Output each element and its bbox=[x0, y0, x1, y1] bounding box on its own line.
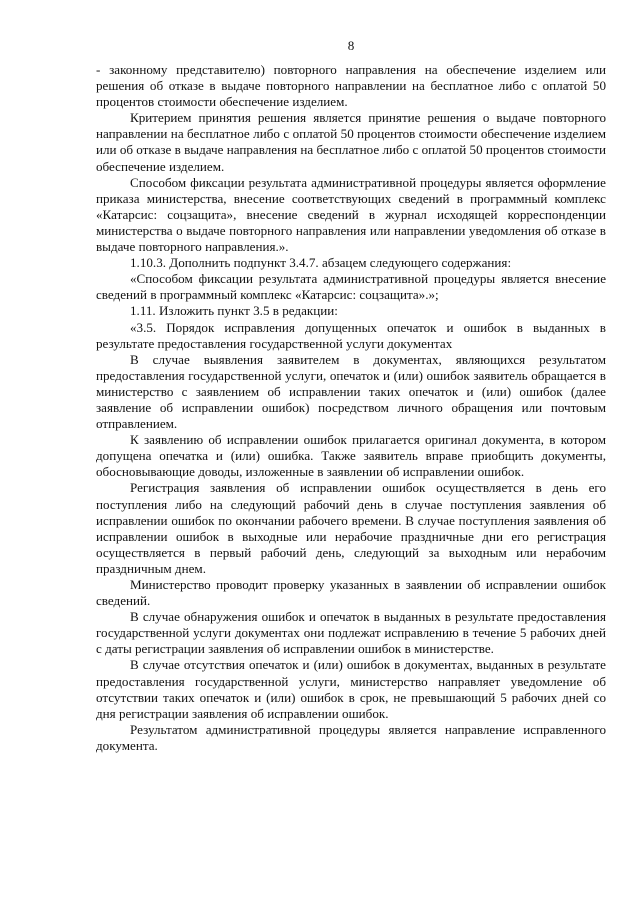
paragraph-quoted-addition: «Способом фиксации результата административной процедуры является внесение сведений в программный комплекс «Катарсис: соцзащита».»; bbox=[96, 271, 606, 303]
paragraph-no-errors-notice: В случае отсутствия опечаток и (или) ошибок в документах, выданных в результате предоставления государственной услуги, министерство направляет уведомление об отсутствии таких опечаток и (или) ошибок в срок, не превышающий 5 рабочих дней со дня регистрации заявления об исправлении ошибок. bbox=[96, 657, 606, 721]
paragraph-registration: Регистрация заявления об исправлении ошибок осуществляется в день его поступления либо на следующий рабочий день в случае поступления заявления об исправлении ошибок по окончании рабочего времени. В случае поступления заявления об исправлении ошибок в выходные или нерабочие праздничные дни его регистрация осуществляется в первый рабочий день, следующий за выходным или нерабочим праздничным днем. bbox=[96, 480, 606, 576]
paragraph-decision-criterion: Критерием принятия решения является принятие решения о выдаче повторного направлении на бесплатное либо с оплатой 50 процентов стоимости обеспечение изделием или об отказе в выдаче направления на бесплатное либо с оплатой 50 процентов стоимости обеспечение изделием. bbox=[96, 110, 606, 174]
paragraph-verification: Министерство проводит проверку указанных в заявлении об исправлении ошибок сведений. bbox=[96, 577, 606, 609]
paragraph-error-detection: В случае выявления заявителем в документах, являющихся результатом предоставления государственной услуги, опечаток и (или) ошибок заявитель обращается в министерство с заявлением об исправлении таких опечаток и (или) ошибок (далее заявление об исправлении ошибок) посредством личного обращения или почтовым отправлением. bbox=[96, 351, 606, 432]
paragraph-correction-deadline: В случае обнаружения ошибок и опечаток в выданных в результате предоставления государственной услуги документах они подлежат исправлению в течение 5 рабочих дней с даты регистрации заявления об исправлении ошибок в министерстве. bbox=[96, 609, 606, 657]
paragraph-section-3-5-heading: «3.5. Порядок исправления допущенных опечаток и ошибок в выданных в результате предоставления государственной услуги документах bbox=[96, 319, 606, 351]
paragraph-attachments: К заявлению об исправлении ошибок прилагается оригинал документа, в котором допущена опечатка и (или) ошибка. Также заявитель вправе приобщить документы, обосновывающие доводы, изложенные в заявлении об исправлении ошибок. bbox=[96, 432, 606, 480]
paragraph-item-1-11: 1.11. Изложить пункт 3.5 в редакции: bbox=[130, 303, 338, 319]
paragraph-continuation: - законному представителю) повторного направления на обеспечение изделием или решения об отказе в выдаче повторного направлении на бесплатное либо с оплатой 50 процентов стоимости обеспечение изделием. bbox=[96, 62, 606, 110]
document-page bbox=[96, 0, 606, 754]
paragraph-procedure-result: Результатом административной процедуры является направление исправленного документа. bbox=[96, 721, 606, 753]
page-number: 8 bbox=[347, 38, 355, 53]
paragraph-recording-method: Способом фиксации результата административной процедуры является оформление приказа министерства, внесение соответствующих сведений в программный комплекс «Катарсис: соцзащита», внесение сведений в журнал исходящей корреспонденции министерства о выдаче повторного направления или направлении уведомления об отказе в выдаче повторного направления.». bbox=[96, 174, 606, 255]
paragraph-item-1-10-3: 1.10.3. Дополнить подпункт 3.4.7. абзацем следующего содержания: bbox=[130, 255, 512, 271]
